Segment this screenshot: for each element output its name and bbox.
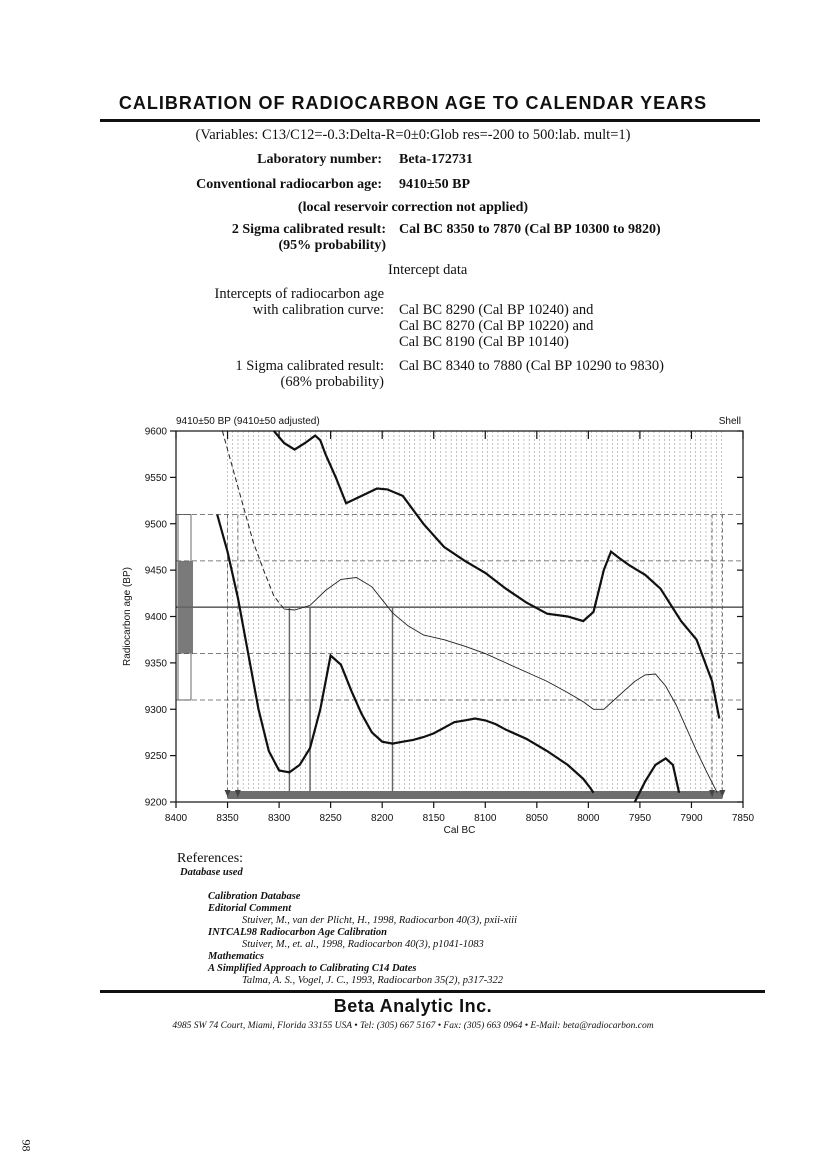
- variables-line: (Variables: C13/C12=-0.3:Delta-R=0±0:Glob res=-200 to 500:lab. mult=1): [195, 127, 631, 143]
- intercept-value: Cal BC 8290 (Cal BP 10240) and: [399, 302, 594, 318]
- intercept-value: Cal BC 8270 (Cal BP 10220) and: [399, 318, 594, 334]
- y-tick-label: 9600: [144, 426, 167, 438]
- x-tick-label: 7850: [731, 813, 755, 824]
- lab-number-value: Beta-172731: [399, 152, 473, 167]
- references-heading: References:: [177, 851, 244, 866]
- x-tick-label: 8100: [474, 813, 497, 824]
- ref-editorial-label: Editorial Comment: [208, 903, 292, 914]
- x-tick-label: 8300: [267, 813, 291, 824]
- sigma2-label: 2 Sigma calibrated result:: [231, 222, 386, 237]
- age-label: Conventional radiocarbon age:: [196, 177, 382, 192]
- ref-intcal-label: INTCAL98 Radiocarbon Age Calibration: [208, 927, 388, 938]
- y-tick-label: 9350: [144, 658, 167, 670]
- footer-rule: [100, 990, 765, 993]
- calibration-chart: [120, 410, 760, 840]
- chart-top-left-label: 9410±50 BP (9410±50 adjusted): [176, 416, 320, 427]
- x-tick-label: 7950: [628, 813, 652, 824]
- intercepts-label-2: with calibration curve:: [252, 302, 384, 318]
- ref-calibration-db: Calibration Database: [208, 891, 301, 902]
- upper-envelope: [274, 431, 719, 719]
- ref-database-used: Database used: [180, 867, 243, 878]
- x-tick-label: 8000: [577, 813, 600, 824]
- x-tick-label: 8050: [525, 813, 548, 824]
- plot-frame: [176, 431, 743, 802]
- sigma2-value: Cal BC 8350 to 7870 (Cal BP 10300 to 9820): [399, 222, 661, 237]
- company-name: Beta Analytic Inc.: [333, 996, 493, 1016]
- sigma1-probability: (68% probability): [280, 374, 384, 390]
- x-tick-label: 8400: [164, 813, 188, 824]
- x-axis-label: Cal BC: [443, 825, 476, 836]
- company-address: 4985 SW 74 Court, Miami, Florida 33155 USA • Tel: (305) 667 5167 • Fax: (305) 663 0964 • E-Mail: beta@radiocarbon.com: [172, 1021, 654, 1031]
- x-tick-label: 8350: [216, 813, 239, 824]
- page-title: CALIBRATION OF RADIOCARBON AGE TO CALENDAR YEARS: [118, 93, 708, 113]
- x-tick-label: 8150: [422, 813, 445, 824]
- ref-simplified-label: A Simplified Approach to Calibrating C14 Dates: [208, 963, 417, 974]
- chart-top-right-label: Shell: [718, 416, 741, 427]
- age-value: 9410±50 BP: [399, 177, 471, 192]
- y-tick-label: 9400: [144, 612, 167, 623]
- ref-simplified-cite: Talma, A. S., Vogel, J. C., 1993, Radiocarbon 35(2), p317-322: [242, 975, 504, 986]
- sigma2-range-bar: [228, 791, 723, 799]
- ref-editorial-cite: Stuiver, M., van der Plicht, H., 1998, Radiocarbon 40(3), pxii-xiii: [242, 915, 517, 926]
- y-tick-label: 9550: [144, 472, 167, 484]
- sigma1-value: Cal BC 8340 to 7880 (Cal BP 10290 to 9830): [399, 358, 664, 374]
- intercepts-label-1: Intercepts of radiocarbon age: [214, 286, 384, 302]
- y-tick-label: 9500: [144, 519, 167, 531]
- intercept-value: Cal BC 8190 (Cal BP 10140): [399, 334, 569, 350]
- y-axis-label: Radiocarbon age (BP): [122, 567, 133, 666]
- y-tick-label: 9250: [144, 751, 167, 763]
- title-rule: [100, 119, 760, 122]
- y-tick-label: 9450: [144, 565, 167, 577]
- x-tick-label: 8200: [371, 813, 394, 824]
- sigma1-label: 1 Sigma calibrated result:: [235, 358, 384, 374]
- y-tick-label: 9200: [144, 797, 167, 809]
- intercept-heading: Intercept data: [388, 262, 468, 278]
- y-tick-label: 9300: [144, 704, 167, 716]
- sigma2-probability: (95% probability): [278, 238, 386, 253]
- ref-intcal-cite: Stuiver, M., et. al., 1998, Radiocarbon 40(3), p1041-1083: [242, 939, 484, 950]
- reservoir-note: (local reservoir correction not applied): [297, 200, 529, 215]
- x-tick-label: 8250: [319, 813, 342, 824]
- x-tick-label: 7900: [680, 813, 703, 824]
- lab-number-label: Laboratory number:: [257, 152, 382, 167]
- ref-math-label: Mathematics: [208, 951, 265, 962]
- page-mark: 98: [19, 1139, 34, 1152]
